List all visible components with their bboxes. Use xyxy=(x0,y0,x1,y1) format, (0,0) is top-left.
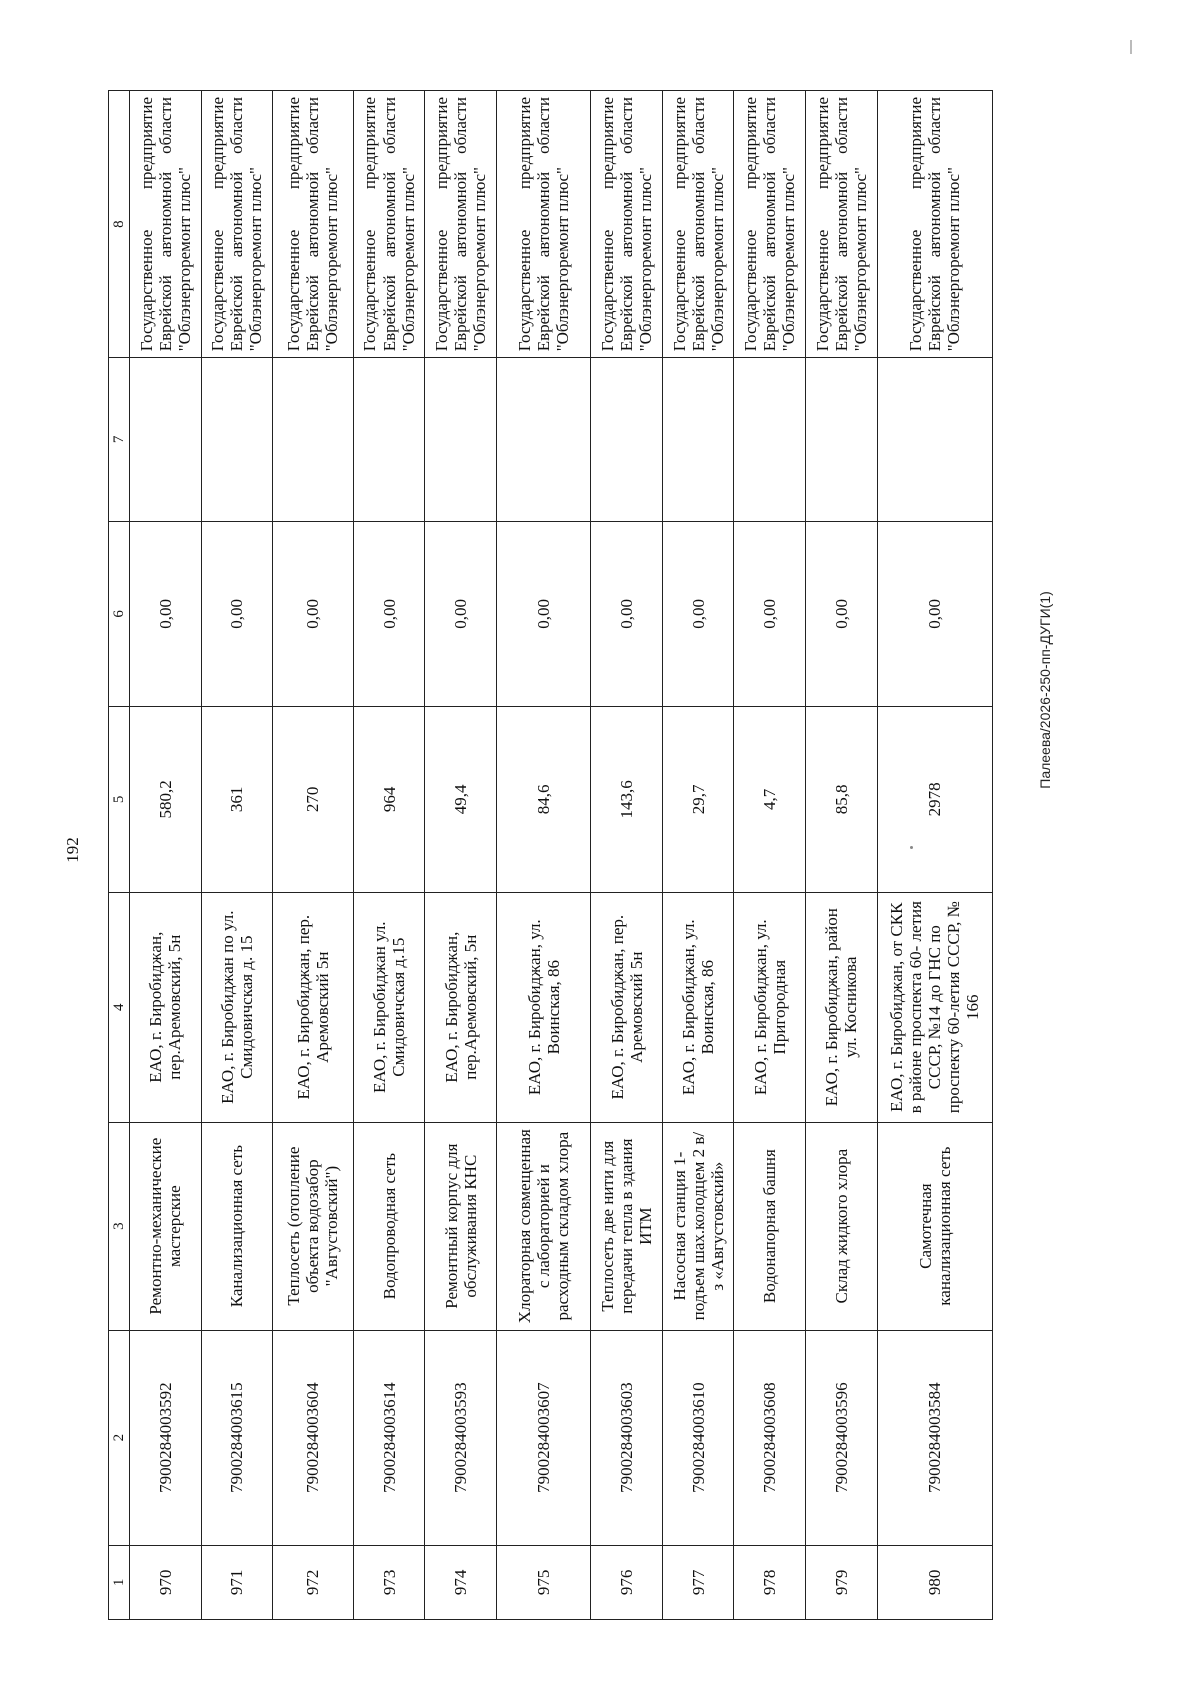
table-row xyxy=(734,91,806,1620)
footer-text: Палеева/2026-250-пп-ДУГИ(1) xyxy=(1037,591,1053,789)
property-table xyxy=(108,90,993,1620)
column-7-cell xyxy=(201,358,273,521)
object-name-cell: Водопроводная сеть xyxy=(353,1122,425,1330)
table-row xyxy=(425,91,497,1620)
column-7-cell xyxy=(591,358,663,521)
row-number-cell: 976 xyxy=(591,1545,663,1619)
cadastral-number-cell: 7900284003614 xyxy=(353,1330,425,1545)
value-cell: 0,00 xyxy=(877,521,992,707)
area-cell: 49,4 xyxy=(425,707,497,893)
area-cell: 29,7 xyxy=(662,707,734,893)
column-7-cell xyxy=(496,358,590,521)
header-cell: 2 xyxy=(109,1330,130,1545)
scan-mark xyxy=(1130,40,1132,54)
column-7-cell xyxy=(130,358,202,521)
table-rotated-container xyxy=(108,90,993,1620)
address-cell: ЕАО, г. Биробиджан по ул. Смидовичская д. 15 xyxy=(201,892,273,1122)
address-cell: ЕАО, г. Биробиджан, пер.Аремовский, 5н xyxy=(425,892,497,1122)
cadastral-number-cell: 7900284003615 xyxy=(201,1330,273,1545)
object-name-cell: Ремонтно-механические мастерские xyxy=(130,1122,202,1330)
row-number-cell: 980 xyxy=(877,1545,992,1619)
area-cell: 2978 xyxy=(877,707,992,893)
row-number-cell: 970 xyxy=(130,1545,202,1619)
address-cell: ЕАО, г. Биробиджан, ул. Воинская, 86 xyxy=(662,892,734,1122)
address-cell: ЕАО, г. Биробиджан ул. Смидовичская д.15 xyxy=(353,892,425,1122)
object-name-cell: Хлораторная совмещенная с лабораторией и расходным складом хлора xyxy=(496,1122,590,1330)
owner-cell: Государственное предприятие Еврейской автономной области "Облэнергоремонт плюс" xyxy=(734,91,806,358)
header-cell: 4 xyxy=(109,892,130,1122)
object-name-cell: Теплосеть две нити для передачи тепла в здания ИТМ xyxy=(591,1122,663,1330)
address-cell: ЕАО, г. Биробиджан, от СКК в районе проспекта 60- летия СССР, №14 до ГНС по проспекту 60-летия СССР, № 166 xyxy=(877,892,992,1122)
row-number-cell: 979 xyxy=(805,1545,877,1619)
cadastral-number-cell: 7900284003608 xyxy=(734,1330,806,1545)
cadastral-number-cell: 7900284003596 xyxy=(805,1330,877,1545)
value-cell: 0,00 xyxy=(425,521,497,707)
address-cell: ЕАО, г. Биробиджан, ул. Пригородная xyxy=(734,892,806,1122)
table-row xyxy=(130,91,202,1620)
column-7-cell xyxy=(273,358,354,521)
table-row xyxy=(273,91,354,1620)
area-cell: 270 xyxy=(273,707,354,893)
area-cell: 84,6 xyxy=(496,707,590,893)
value-cell: 0,00 xyxy=(662,521,734,707)
table-row xyxy=(201,91,273,1620)
owner-cell: Государственное предприятие Еврейской автономной области "Облэнергоремонт плюс" xyxy=(425,91,497,358)
row-number-cell: 972 xyxy=(273,1545,354,1619)
header-cell: 1 xyxy=(109,1545,130,1619)
column-7-cell xyxy=(734,358,806,521)
address-cell: ЕАО, г. Биробиджан, ул. Воинская, 86 xyxy=(496,892,590,1122)
header-cell: 6 xyxy=(109,521,130,707)
owner-cell: Государственное предприятие Еврейской автономной области "Облэнергоремонт плюс" xyxy=(201,91,273,358)
value-cell: 0,00 xyxy=(130,521,202,707)
value-cell: 0,00 xyxy=(273,521,354,707)
cadastral-number-cell: 7900284003607 xyxy=(496,1330,590,1545)
object-name-cell: Ремонтный корпус для обслуживания КНС xyxy=(425,1122,497,1330)
object-name-cell: Самотечная канализационная сеть xyxy=(877,1122,992,1330)
row-number-cell: 975 xyxy=(496,1545,590,1619)
area-cell: 361 xyxy=(201,707,273,893)
cadastral-number-cell: 7900284003584 xyxy=(877,1330,992,1545)
address-cell: ЕАО, г. Биробиджан, пер.Аремовский, 5н xyxy=(130,892,202,1122)
address-cell: ЕАО, г. Биробиджан, пер. Аремовский 5н xyxy=(591,892,663,1122)
cadastral-number-cell: 7900284003610 xyxy=(662,1330,734,1545)
table-row xyxy=(662,91,734,1620)
owner-cell: Государственное предприятие Еврейской автономной области "Облэнергоремонт плюс" xyxy=(130,91,202,358)
owner-cell: Государственное предприятие Еврейской автономной области "Облэнергоремонт плюс" xyxy=(591,91,663,358)
object-name-cell: Теплосеть (отопление объекта водозабор "Августовский") xyxy=(273,1122,354,1330)
object-name-cell: Склад жидкого хлора xyxy=(805,1122,877,1330)
page-number: 192 xyxy=(62,837,82,863)
cadastral-number-cell: 7900284003592 xyxy=(130,1330,202,1545)
header-cell: 5 xyxy=(109,707,130,893)
table-row xyxy=(496,91,590,1620)
cadastral-number-cell: 7900284003604 xyxy=(273,1330,354,1545)
owner-cell: Государственное предприятие Еврейской автономной области "Облэнергоремонт плюс" xyxy=(353,91,425,358)
area-cell: 4,7 xyxy=(734,707,806,893)
object-name-cell: Насосная станция 1-подъем шах.колодцем 2 в/з «Августовский» xyxy=(662,1122,734,1330)
area-cell: 580,2 xyxy=(130,707,202,893)
value-cell: 0,00 xyxy=(805,521,877,707)
object-name-cell: Водонапорная башня xyxy=(734,1122,806,1330)
value-cell: 0,00 xyxy=(496,521,590,707)
area-cell: 85,8 xyxy=(805,707,877,893)
address-cell: ЕАО, г. Биробиджан, пер. Аремовский 5н xyxy=(273,892,354,1122)
header-cell: 7 xyxy=(109,358,130,521)
value-cell: 0,00 xyxy=(201,521,273,707)
value-cell: 0,00 xyxy=(591,521,663,707)
table-body xyxy=(130,91,993,1620)
table-row xyxy=(877,91,992,1620)
object-name-cell: Канализационная сеть xyxy=(201,1122,273,1330)
value-cell: 0,00 xyxy=(353,521,425,707)
column-7-cell xyxy=(662,358,734,521)
area-cell: 143,6 xyxy=(591,707,663,893)
row-number-cell: 978 xyxy=(734,1545,806,1619)
table-row xyxy=(591,91,663,1620)
column-7-cell xyxy=(805,358,877,521)
column-7-cell xyxy=(353,358,425,521)
table-row xyxy=(805,91,877,1620)
column-7-cell xyxy=(877,358,992,521)
address-cell: ЕАО, г. Биробиджан, район ул. Косникова xyxy=(805,892,877,1122)
row-number-cell: 977 xyxy=(662,1545,734,1619)
column-7-cell xyxy=(425,358,497,521)
footer xyxy=(1034,90,1056,1690)
owner-cell: Государственное предприятие Еврейской автономной области "Облэнергоремонт плюс" xyxy=(496,91,590,358)
owner-cell: Государственное предприятие Еврейской автономной области "Облэнергоремонт плюс" xyxy=(662,91,734,358)
cadastral-number-cell: 7900284003603 xyxy=(591,1330,663,1545)
owner-cell: Государственное предприятие Еврейской автономной области "Облэнергоремонт плюс" xyxy=(273,91,354,358)
header-row xyxy=(109,91,130,1620)
cadastral-number-cell: 7900284003593 xyxy=(425,1330,497,1545)
header-cell: 3 xyxy=(109,1122,130,1330)
row-number-cell: 974 xyxy=(425,1545,497,1619)
value-cell: 0,00 xyxy=(734,521,806,707)
header-cell: 8 xyxy=(109,91,130,358)
row-number-cell: 973 xyxy=(353,1545,425,1619)
table-row xyxy=(353,91,425,1620)
row-number-cell: 971 xyxy=(201,1545,273,1619)
area-cell: 964 xyxy=(353,707,425,893)
owner-cell: Государственное предприятие Еврейской автономной области "Облэнергоремонт плюс" xyxy=(877,91,992,358)
owner-cell: Государственное предприятие Еврейской автономной области "Облэнергоремонт плюс" xyxy=(805,91,877,358)
